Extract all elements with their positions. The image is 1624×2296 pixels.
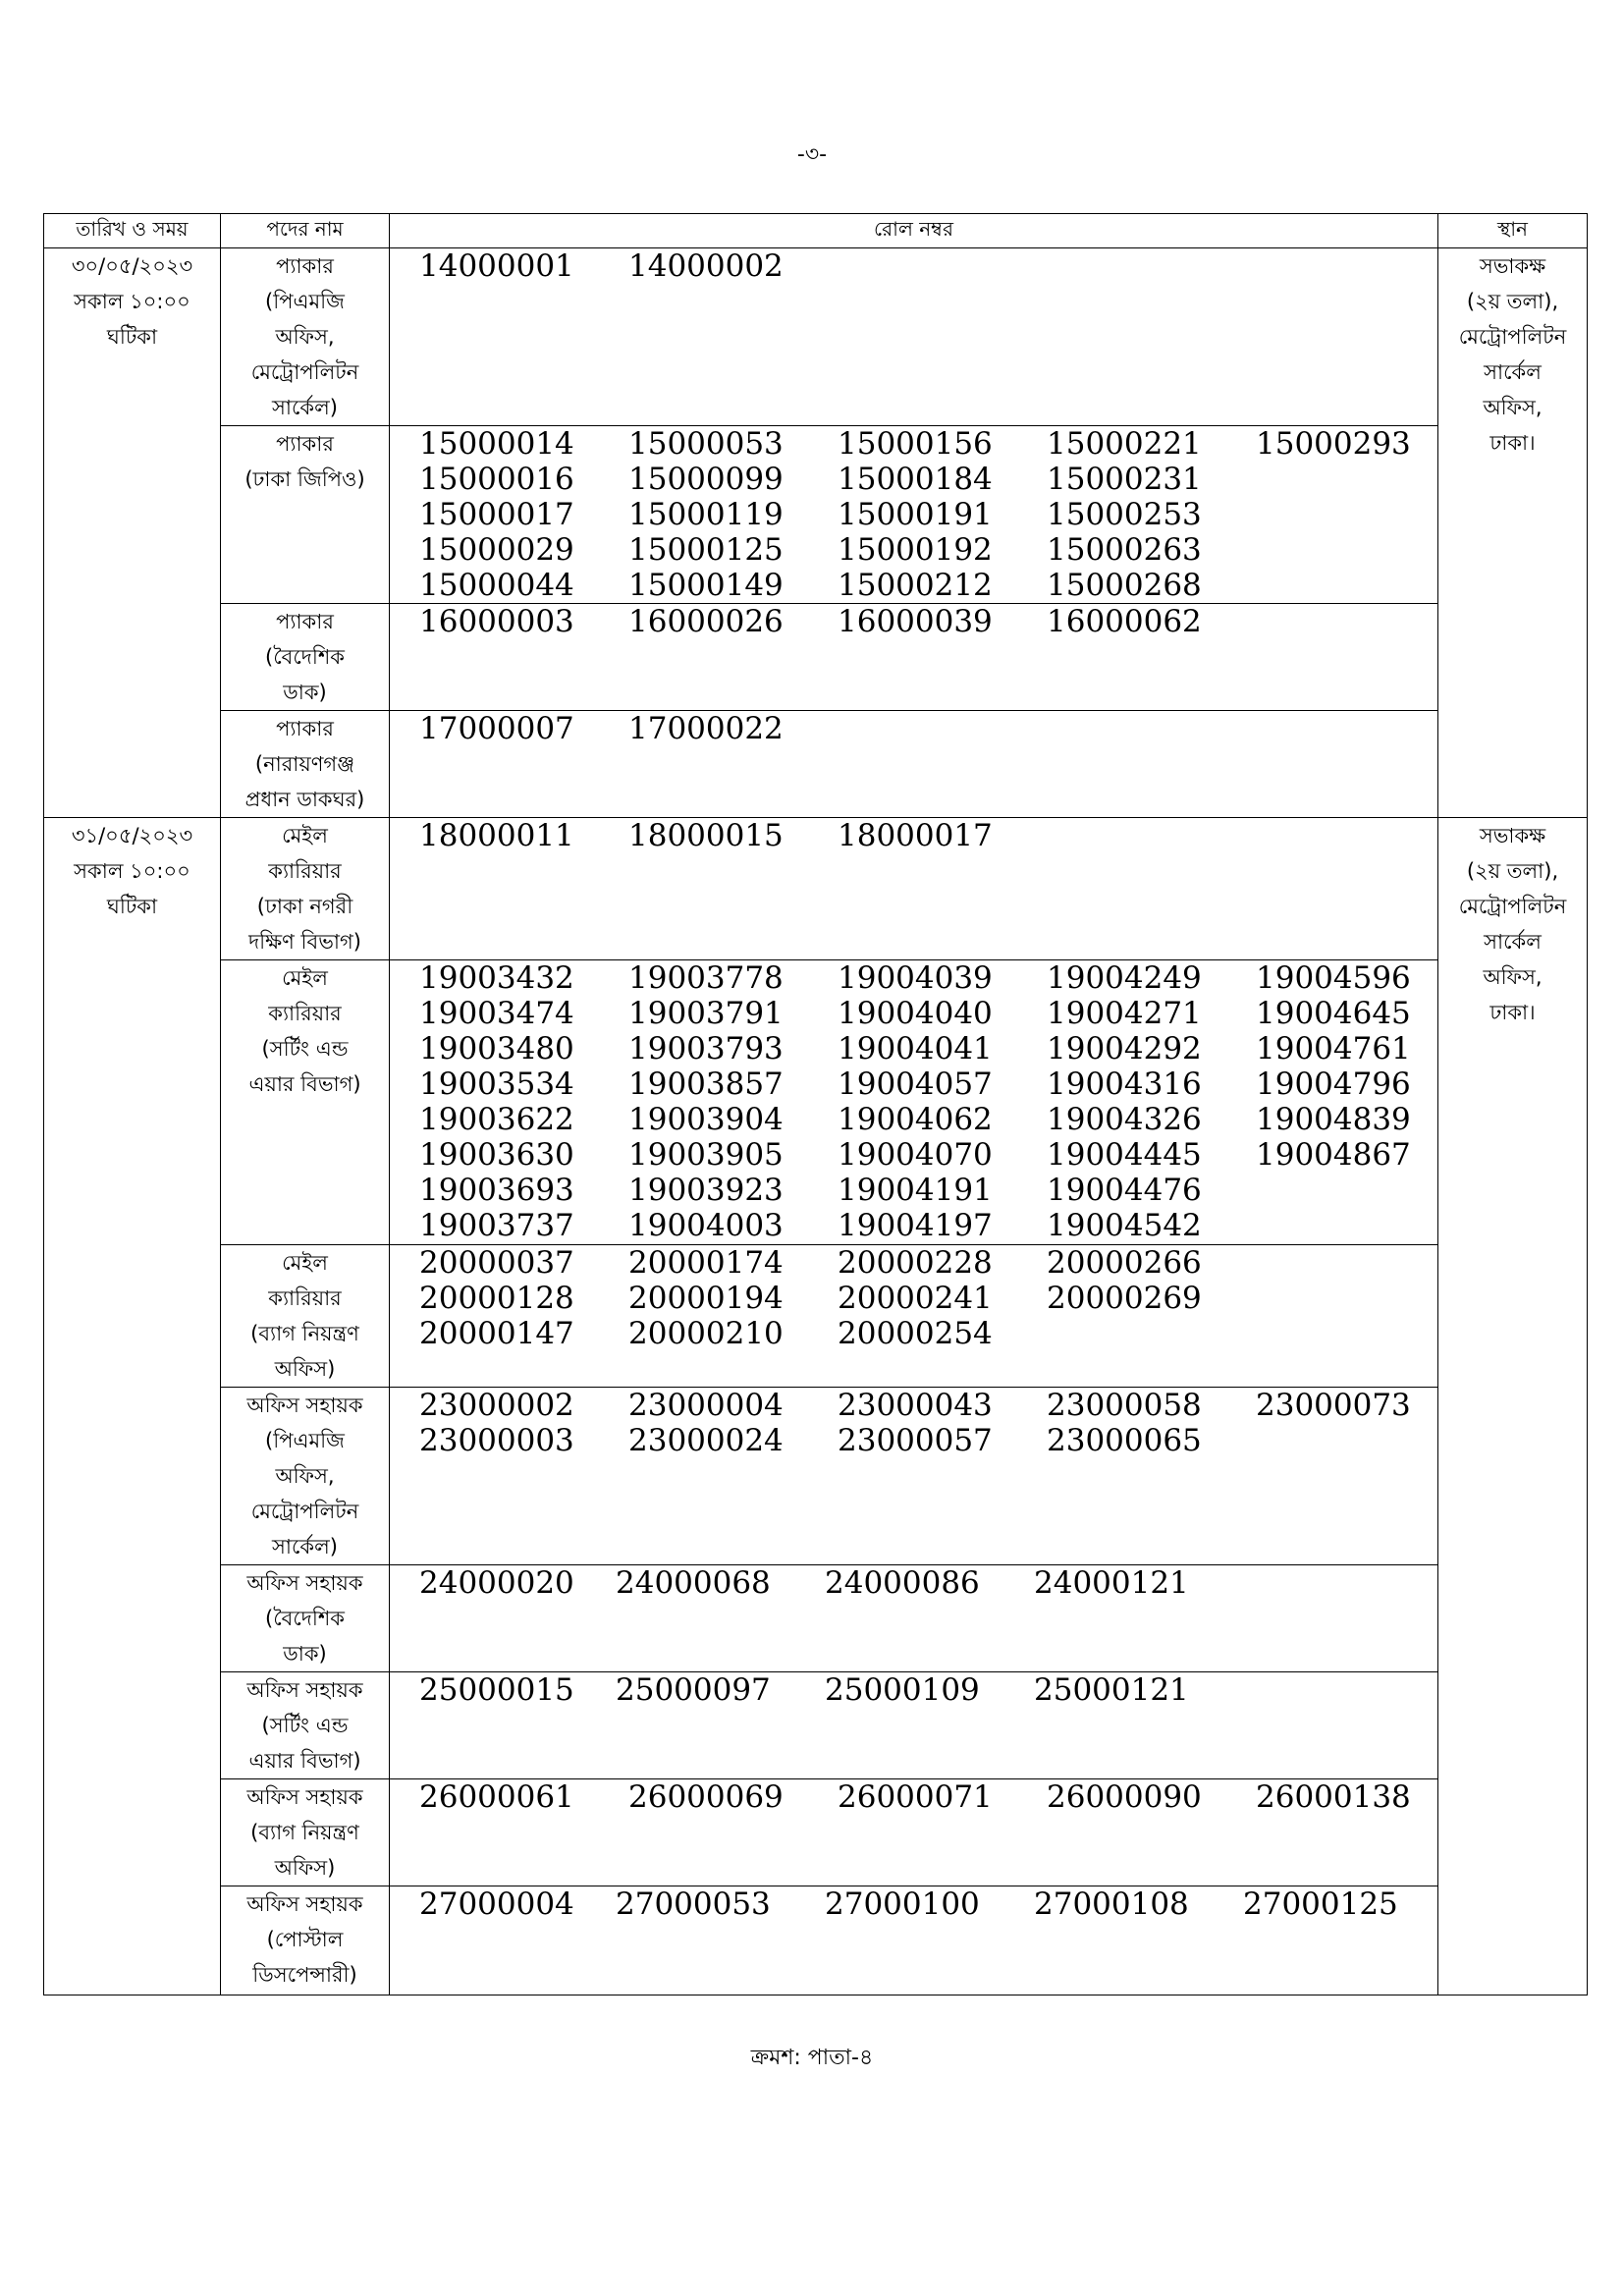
roll-number-grid — [390, 1672, 1437, 1708]
roll-number: 19003857 — [628, 1066, 784, 1102]
roll-number: 20000269 — [1047, 1281, 1202, 1316]
roll-number-grid — [390, 1245, 1437, 1351]
roll-number-empty — [1256, 1173, 1465, 1208]
roll-number: 19004197 — [838, 1208, 993, 1243]
roll-number: 24000020 — [419, 1565, 574, 1601]
roll-number: 15000017 — [419, 497, 574, 532]
roll-numbers-cell — [390, 1779, 1438, 1886]
roll-number: 19003622 — [419, 1102, 574, 1137]
post-name-line: প্যাকার — [276, 717, 334, 740]
roll-number: 19004292 — [1047, 1031, 1202, 1066]
post-name-line: মেট্রোপলিটন — [250, 360, 359, 384]
roll-number: 19004867 — [1256, 1137, 1411, 1173]
post-name-line: (বৈদেশিক — [265, 645, 345, 669]
roll-numbers-cell — [390, 1388, 1438, 1565]
header-venue: স্থান — [1438, 214, 1588, 248]
post-name-line: দক্ষিণ বিভাগ) — [248, 930, 361, 954]
post-name-cell — [221, 1886, 390, 1995]
roll-number-grid — [390, 1565, 1437, 1601]
roll-number: 19003534 — [419, 1066, 574, 1102]
exam-date-cell — [44, 818, 221, 1995]
post-name-cell — [221, 1565, 390, 1672]
roll-number: 15000053 — [628, 426, 784, 462]
venue-line: (২য় তলা), — [1466, 859, 1559, 883]
post-name-line: ক্যারিয়ার — [268, 859, 342, 883]
post-name-line: (ব্যাগ নিয়ন্ত্রণ — [250, 1322, 359, 1345]
venue-line: মেট্রোপলিটন — [1458, 325, 1567, 349]
date-line: ৩০/০৫/২০২৩ — [71, 254, 193, 278]
post-name-line: এয়ার বিভাগ) — [248, 1749, 361, 1773]
roll-number: 19003630 — [419, 1137, 574, 1173]
roll-number: 19003905 — [628, 1137, 784, 1173]
roll-number: 16000003 — [419, 604, 574, 639]
post-name-line: (ঢাকা নগরী — [256, 895, 353, 918]
roll-number: 19003737 — [419, 1208, 574, 1243]
post-name-line: (ব্যাগ নিয়ন্ত্রণ — [250, 1821, 359, 1844]
roll-number: 19003791 — [628, 996, 784, 1031]
post-name-line: (পিএমজি — [265, 1429, 345, 1452]
roll-number: 15000119 — [628, 497, 784, 532]
table-row — [44, 1779, 1588, 1886]
venue-line: ঢাকা। — [1489, 431, 1536, 455]
roll-number: 19004271 — [1047, 996, 1202, 1031]
post-name-line: প্যাকার — [276, 432, 334, 456]
header-date: তারিখ ও সময় — [44, 214, 221, 248]
roll-numbers-cell — [390, 248, 1438, 426]
roll-number: 19004542 — [1047, 1208, 1202, 1243]
roll-number: 19003432 — [419, 960, 574, 996]
table-row — [44, 1886, 1588, 1995]
roll-number: 19003778 — [628, 960, 784, 996]
roll-number: 20000266 — [1047, 1245, 1202, 1281]
roll-number: 25000097 — [616, 1672, 771, 1708]
roll-number: 26000069 — [628, 1779, 784, 1815]
post-name-line: অফিস, — [275, 325, 335, 349]
roll-number: 23000057 — [838, 1423, 993, 1458]
venue-line: সার্কেল — [1484, 930, 1542, 954]
venue-line: সার্কেল — [1484, 360, 1542, 384]
post-name-line: অফিস সহায়ক — [246, 1678, 363, 1702]
post-name-line: প্যাকার — [276, 610, 334, 633]
roll-number: 23000073 — [1256, 1388, 1411, 1423]
post-name-line: ডাক) — [283, 681, 327, 704]
post-name-line: মেইল — [282, 824, 328, 847]
roll-number: 19003480 — [419, 1031, 574, 1066]
roll-numbers-cell — [390, 1245, 1438, 1388]
post-name-line: প্রধান ডাকঘর) — [244, 788, 365, 811]
roll-number: 15000014 — [419, 426, 574, 462]
post-name-line: অফিস সহায়ক — [246, 1892, 363, 1916]
roll-number: 19004476 — [1047, 1173, 1202, 1208]
roll-number: 18000017 — [838, 818, 993, 853]
roll-number: 27000125 — [1243, 1886, 1398, 1922]
post-name-cell — [221, 960, 390, 1245]
post-name-line: (বৈদেশিক — [265, 1607, 345, 1630]
roll-number-empty — [1256, 497, 1465, 532]
roll-number: 20000210 — [628, 1316, 784, 1351]
roll-number-grid — [390, 426, 1437, 603]
venue-line: সভাকক্ষ — [1479, 824, 1546, 847]
roll-number: 19003693 — [419, 1173, 574, 1208]
post-name-line: মেট্রোপলিটন — [250, 1500, 359, 1523]
roll-number: 15000156 — [838, 426, 993, 462]
date-line: সকাল ১০:০০ — [74, 290, 190, 313]
roll-number: 19003793 — [628, 1031, 784, 1066]
roll-number: 19004062 — [838, 1102, 993, 1137]
date-line: ঘটিকা — [106, 895, 158, 918]
post-name-line: অফিস) — [274, 1357, 336, 1381]
roll-number: 20000037 — [419, 1245, 574, 1281]
roll-number: 15000044 — [419, 568, 574, 603]
continued-note: ক্রমশ: পাতা-৪ — [750, 2046, 874, 2070]
post-name-line: প্যাকার — [276, 254, 334, 278]
roll-numbers-cell — [390, 1565, 1438, 1672]
roll-number: 26000138 — [1256, 1779, 1411, 1815]
post-name-cell — [221, 248, 390, 426]
post-name-cell — [221, 818, 390, 960]
roll-number: 19004645 — [1256, 996, 1411, 1031]
roll-number: 27000100 — [825, 1886, 980, 1922]
table-row — [44, 960, 1588, 1245]
roll-number: 18000011 — [419, 818, 574, 853]
roll-number: 19004445 — [1047, 1137, 1202, 1173]
roll-number: 19004796 — [1256, 1066, 1411, 1102]
table-row — [44, 711, 1588, 818]
post-name-line: সার্কেল) — [272, 396, 338, 419]
roll-number: 20000174 — [628, 1245, 784, 1281]
roll-number: 19003904 — [628, 1102, 784, 1137]
roll-number: 23000058 — [1047, 1388, 1202, 1423]
post-name-line: এয়ার বিভাগ) — [248, 1072, 361, 1096]
roll-number: 15000192 — [838, 532, 993, 568]
table-row — [44, 604, 1588, 711]
roll-number: 19004040 — [838, 996, 993, 1031]
table-header-row — [44, 214, 1588, 248]
roll-number: 23000065 — [1047, 1423, 1202, 1458]
roll-numbers-cell — [390, 604, 1438, 711]
roll-number: 15000268 — [1047, 568, 1202, 603]
roll-number: 15000293 — [1256, 426, 1411, 462]
post-name-cell — [221, 711, 390, 818]
roll-number-grid — [390, 1388, 1437, 1458]
post-name-cell — [221, 1388, 390, 1565]
post-name-line: অফিস সহায়ক — [246, 1785, 363, 1809]
roll-number: 27000053 — [616, 1886, 771, 1922]
roll-number: 15000191 — [838, 497, 993, 532]
post-name-line: (নারায়ণগঞ্জ — [254, 752, 355, 776]
roll-number-grid — [390, 248, 1437, 284]
roll-number: 19004596 — [1256, 960, 1411, 996]
post-name-line: অফিস সহায়ক — [246, 1571, 363, 1595]
post-name-line: (ঢাকা জিপিও) — [244, 467, 365, 491]
venue-line: সভাকক্ষ — [1479, 254, 1546, 278]
venue-line: (২য় তলা), — [1466, 290, 1559, 313]
roll-number: 16000039 — [838, 604, 993, 639]
table-row — [44, 1565, 1588, 1672]
roll-number: 14000001 — [419, 248, 574, 284]
roll-number: 19004326 — [1047, 1102, 1202, 1137]
page-number: -৩- — [796, 142, 828, 167]
roll-number: 15000231 — [1047, 462, 1202, 497]
post-name-line: (সর্টিং এন্ড — [261, 1037, 349, 1061]
post-name-line: ডিসপেন্সারী) — [252, 1963, 357, 1987]
roll-number-empty — [1256, 1281, 1465, 1316]
table-row — [44, 426, 1588, 604]
table-row — [44, 1388, 1588, 1565]
post-name-line: ক্যারিয়ার — [268, 1002, 342, 1025]
roll-number-empty — [1256, 1208, 1465, 1243]
post-name-line: সার্কেল) — [272, 1535, 338, 1558]
exam-schedule-table — [43, 213, 1588, 1995]
roll-number: 19004316 — [1047, 1066, 1202, 1102]
roll-number: 19003923 — [628, 1173, 784, 1208]
table-body — [44, 248, 1588, 1995]
roll-number-empty — [1047, 1316, 1256, 1351]
roll-number: 18000015 — [628, 818, 784, 853]
post-name-line: মেইল — [282, 966, 328, 990]
roll-number-empty — [1256, 462, 1465, 497]
table-row — [44, 818, 1588, 960]
post-name-line: (সর্টিং এন্ড — [261, 1714, 349, 1737]
roll-number: 15000212 — [838, 568, 993, 603]
roll-number: 19004839 — [1256, 1102, 1411, 1137]
roll-number-grid — [390, 1779, 1437, 1815]
roll-number: 27000108 — [1034, 1886, 1189, 1922]
roll-number: 23000024 — [628, 1423, 784, 1458]
roll-number-grid — [390, 960, 1437, 1243]
roll-number: 26000061 — [419, 1779, 574, 1815]
venue-line: ঢাকা। — [1489, 1001, 1536, 1024]
roll-number: 19004041 — [838, 1031, 993, 1066]
roll-numbers-cell — [390, 1886, 1438, 1995]
roll-number: 20000147 — [419, 1316, 574, 1351]
post-name-cell — [221, 426, 390, 604]
roll-number: 27000004 — [419, 1886, 574, 1922]
roll-numbers-cell — [390, 1672, 1438, 1779]
venue-line: অফিস, — [1483, 396, 1543, 419]
roll-number: 20000228 — [838, 1245, 993, 1281]
post-name-line: অফিস, — [275, 1464, 335, 1488]
roll-number: 20000194 — [628, 1281, 784, 1316]
post-name-cell — [221, 1779, 390, 1886]
roll-number: 24000086 — [825, 1565, 980, 1601]
roll-number-grid — [390, 818, 1437, 853]
roll-number: 19004003 — [628, 1208, 784, 1243]
roll-number: 15000099 — [628, 462, 784, 497]
post-name-cell — [221, 1672, 390, 1779]
post-name-line: ডাক) — [283, 1642, 327, 1666]
roll-number: 23000002 — [419, 1388, 574, 1423]
roll-number: 19004070 — [838, 1137, 993, 1173]
exam-date-cell — [44, 248, 221, 818]
roll-number: 15000184 — [838, 462, 993, 497]
post-name-line: ক্যারিয়ার — [268, 1286, 342, 1310]
roll-number-grid — [390, 1886, 1437, 1922]
roll-number: 15000125 — [628, 532, 784, 568]
roll-number: 19004039 — [838, 960, 993, 996]
roll-number-empty — [1256, 568, 1465, 603]
roll-number: 26000090 — [1047, 1779, 1202, 1815]
roll-number: 17000007 — [419, 711, 574, 746]
date-line: ৩১/০৫/২০২৩ — [71, 824, 193, 847]
date-line: সকাল ১০:০০ — [74, 859, 190, 883]
header-post: পদের নাম — [221, 214, 390, 248]
date-line: ঘটিকা — [106, 325, 158, 349]
roll-number-empty — [1256, 1316, 1465, 1351]
roll-number-empty — [1256, 1423, 1465, 1458]
roll-number-empty — [1256, 532, 1465, 568]
roll-number: 15000029 — [419, 532, 574, 568]
roll-numbers-cell — [390, 426, 1438, 604]
roll-number-grid — [390, 604, 1437, 639]
post-name-line: অফিস) — [274, 1856, 336, 1880]
roll-number: 24000068 — [616, 1565, 771, 1601]
roll-number: 19003474 — [419, 996, 574, 1031]
roll-number: 15000149 — [628, 568, 784, 603]
roll-number: 16000062 — [1047, 604, 1202, 639]
roll-number: 24000121 — [1034, 1565, 1189, 1601]
roll-numbers-cell — [390, 818, 1438, 960]
roll-number: 19004761 — [1256, 1031, 1411, 1066]
venue-line: মেট্রোপলিটন — [1458, 895, 1567, 918]
table-row — [44, 1672, 1588, 1779]
roll-number-grid — [390, 711, 1437, 746]
post-name-line: (পিএমজি — [265, 290, 345, 313]
roll-number: 19004057 — [838, 1066, 993, 1102]
post-name-cell — [221, 1245, 390, 1388]
venue-line: অফিস, — [1483, 965, 1543, 989]
roll-number: 23000003 — [419, 1423, 574, 1458]
roll-number: 15000253 — [1047, 497, 1202, 532]
roll-numbers-cell — [390, 960, 1438, 1245]
roll-number: 17000022 — [628, 711, 784, 746]
roll-number: 16000026 — [628, 604, 784, 639]
roll-number: 14000002 — [628, 248, 784, 284]
roll-numbers-cell — [390, 711, 1438, 818]
roll-number: 20000241 — [838, 1281, 993, 1316]
roll-number: 23000004 — [628, 1388, 784, 1423]
roll-number: 15000016 — [419, 462, 574, 497]
roll-number: 15000263 — [1047, 532, 1202, 568]
roll-number: 25000121 — [1034, 1672, 1189, 1708]
header-roll: রোল নম্বর — [390, 214, 1438, 248]
roll-number: 15000221 — [1047, 426, 1202, 462]
roll-number: 23000043 — [838, 1388, 993, 1423]
post-name-line: মেইল — [282, 1251, 328, 1275]
post-name-line: (পোস্টাল — [266, 1928, 344, 1951]
post-name-line: অফিস সহায়ক — [246, 1394, 363, 1417]
table-row — [44, 1245, 1588, 1388]
roll-number: 25000109 — [825, 1672, 980, 1708]
post-name-cell — [221, 604, 390, 711]
roll-number: 19004191 — [838, 1173, 993, 1208]
roll-number: 20000128 — [419, 1281, 574, 1316]
roll-number: 25000015 — [419, 1672, 574, 1708]
roll-number: 19004249 — [1047, 960, 1202, 996]
table-row — [44, 248, 1588, 426]
roll-number-empty — [1256, 1245, 1465, 1281]
roll-number: 26000071 — [838, 1779, 993, 1815]
roll-number: 20000254 — [838, 1316, 993, 1351]
